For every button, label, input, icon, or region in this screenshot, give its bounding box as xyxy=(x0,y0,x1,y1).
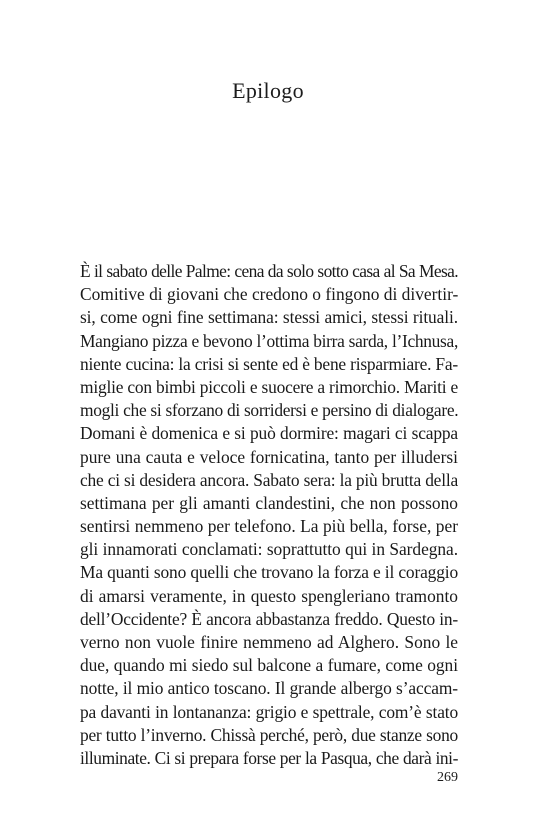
text-line: pa davanti in lontananza: grigio e spettrale, com’è stato xyxy=(80,701,458,722)
text-line: si, come ogni fine settimana: stessi amici, stessi rituali. xyxy=(80,307,458,328)
text-line: pure una cauta e veloce fornicatina, tanto per illudersi xyxy=(80,446,458,467)
text-line: verno non vuole finire nemmeno ad Alghero. Sono le xyxy=(80,632,458,652)
text-line: miglie con bimbi piccoli e suocere a rimorchio. Mariti e xyxy=(80,376,459,397)
text-line: per tutto l’inverno. Chissà perché, però, due stanze sono xyxy=(80,724,458,745)
text-line: dell’Occidente? È ancora abbastanza freddo. Questo in- xyxy=(80,608,458,629)
page-number: 269 xyxy=(437,770,458,785)
text-line: mogli che si sforzano di sorridersi e persino di dialogare. xyxy=(80,400,459,421)
chapter-title: Epilogo xyxy=(232,78,304,103)
text-line: gli innamorati conclamati: soprattutto qui in Sardegna. xyxy=(80,539,458,560)
text-line: niente cucina: la crisi si sente ed è bene risparmiare. Fa- xyxy=(80,353,458,374)
text-line: sentirsi nemmeno per telefono. La più bella, forse, per xyxy=(80,516,458,537)
text-line: Comitive di giovani che credono o fingono di divertir- xyxy=(80,284,459,305)
text-line: Ma quanti sono quelli che trovano la forza e il coraggio xyxy=(80,562,458,583)
text-line: di amarsi veramente, in questo spengleriano tramonto xyxy=(80,585,458,606)
text-line: Mangiano pizza e bevono l’ottima birra sarda, l’Ichnusa, xyxy=(80,330,458,351)
text-line: due, quando mi siedo sul balcone a fumare, come ogni xyxy=(80,655,458,676)
body-paragraph xyxy=(80,260,458,770)
text-line: Domani è domenica e si può dormire: magari ci scappa xyxy=(80,423,458,444)
text-line: settimana per gli amanti clandestini, che non possono xyxy=(80,492,458,513)
text-line: È il sabato delle Palme: cena da solo sotto casa al Sa Mesa. xyxy=(80,261,458,281)
text-line: notte, il mio antico toscano. Il grande albergo s’accam- xyxy=(80,678,458,699)
text-line: che ci si desidera ancora. Sabato sera: la più brutta della xyxy=(80,469,458,490)
text-line: illuminate. Ci si prepara forse per la Pasqua, che darà ini- xyxy=(80,747,458,768)
